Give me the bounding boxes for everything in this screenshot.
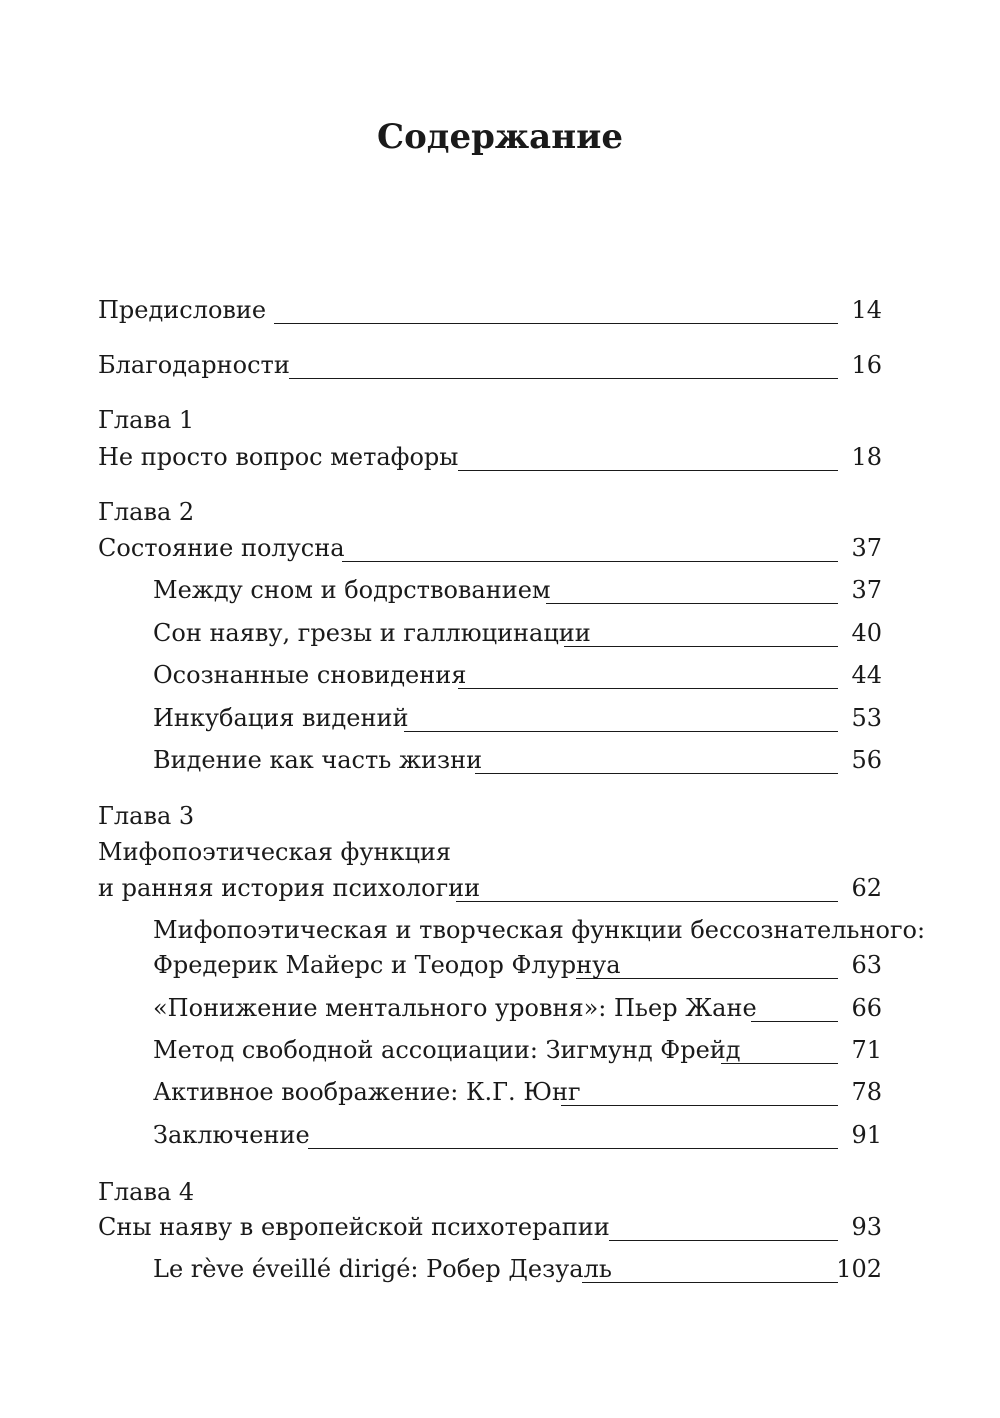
page-title: Содержание	[377, 117, 623, 157]
section-title-line: Мифопоэтическая и творческая функции бессознательного:	[153, 916, 926, 944]
toc-entry-section[interactable]	[153, 698, 882, 738]
leader-line	[576, 978, 838, 979]
toc-page-number: 78	[851, 1078, 882, 1106]
toc-entry-label: «Понижение ментального уровня»: Пьер Жане	[153, 994, 757, 1022]
toc-page-number: 91	[851, 1121, 882, 1149]
toc-entry-section[interactable]	[153, 1249, 882, 1289]
toc-entry-label: Осознанные сновидения	[153, 661, 467, 689]
toc-entry-preface[interactable]	[98, 290, 882, 330]
toc-page-number: 71	[851, 1036, 882, 1064]
toc-page-number: 44	[851, 661, 882, 689]
chapter-2-heading: Глава 2	[98, 498, 195, 526]
toc-entry-label: Не просто вопрос метафоры	[98, 443, 459, 471]
toc-page-number: 18	[851, 443, 882, 471]
toc-entry-section[interactable]	[153, 1072, 882, 1112]
chapter-3-title-line: Мифопоэтическая функция	[98, 838, 452, 866]
toc-entry-label: Фредерик Майерс и Теодор Флурнуа	[153, 951, 621, 979]
leader-line	[546, 603, 838, 604]
toc-page-number: 37	[851, 576, 882, 604]
toc-entry-label: Благодарности	[98, 351, 290, 379]
toc-page-number: 102	[836, 1255, 882, 1283]
toc-entry-label: Метод свободной ассоциации: Зигмунд Фрейд	[153, 1036, 741, 1064]
toc-page-number: 63	[851, 951, 882, 979]
leader-line	[289, 378, 838, 379]
toc-entry-label: Активное воображение: К.Г. Юнг	[153, 1078, 581, 1106]
leader-line	[308, 1148, 838, 1149]
toc-page-number: 16	[851, 351, 882, 379]
leader-line	[458, 688, 838, 689]
toc-entry-label: и ранняя история психологии	[98, 874, 481, 902]
toc-page-number: 14	[851, 296, 882, 324]
toc-entry-section[interactable]	[153, 613, 882, 653]
leader-line	[475, 773, 838, 774]
leader-line	[274, 323, 838, 324]
toc-entry-label: Сны наяву в европейской психотерапии	[98, 1213, 610, 1241]
toc-page-number: 40	[851, 619, 882, 647]
leader-line	[721, 1063, 838, 1064]
toc-entry-label: Le rève éveillé dirigé: Робер Дезуаль	[153, 1255, 612, 1283]
toc-entry-label: Сон наяву, грезы и галлюцинации	[153, 619, 591, 647]
toc-entry-label: Между сном и бодрствованием	[153, 576, 551, 604]
leader-line	[582, 1282, 838, 1283]
toc-entry-section[interactable]	[153, 1030, 882, 1070]
leader-line	[458, 470, 838, 471]
toc-entry-label: Видение как часть жизни	[153, 746, 483, 774]
toc-entry-section[interactable]	[153, 655, 882, 695]
toc-entry-acknowledgements[interactable]	[98, 345, 882, 385]
toc-entry-chapter-4[interactable]	[98, 1207, 882, 1247]
leader-line	[609, 1240, 838, 1241]
chapter-4-heading: Глава 4	[98, 1178, 195, 1206]
toc-entry-chapter-1[interactable]	[98, 437, 882, 477]
toc-entry-section[interactable]	[153, 570, 882, 610]
toc-entry-section[interactable]	[153, 988, 882, 1028]
toc-page-number: 93	[851, 1213, 882, 1241]
leader-line	[564, 646, 838, 647]
chapter-1-heading: Глава 1	[98, 406, 195, 434]
toc-entry-section[interactable]	[153, 1115, 882, 1155]
toc-page-number: 66	[851, 994, 882, 1022]
leader-line	[342, 561, 838, 562]
toc-entry-chapter-2[interactable]	[98, 528, 882, 568]
toc-page-number: 62	[851, 874, 882, 902]
leader-line	[751, 1021, 838, 1022]
toc-entry-label: Инкубация видений	[153, 704, 409, 732]
toc-entry-label: Состояние полусна	[98, 534, 345, 562]
toc-page-number: 53	[851, 704, 882, 732]
leader-line	[456, 901, 838, 902]
chapter-3-heading: Глава 3	[98, 802, 195, 830]
toc-entry-section[interactable]	[153, 740, 882, 780]
leader-line	[404, 731, 838, 732]
toc-entry-label: Предисловие	[98, 296, 267, 324]
toc-entry-chapter-3[interactable]	[98, 868, 882, 908]
leader-line	[561, 1105, 838, 1106]
toc-page-number: 56	[851, 746, 882, 774]
toc-entry-section[interactable]	[153, 945, 882, 985]
toc-entry-label: Заключение	[153, 1121, 310, 1149]
toc-page-number: 37	[851, 534, 882, 562]
